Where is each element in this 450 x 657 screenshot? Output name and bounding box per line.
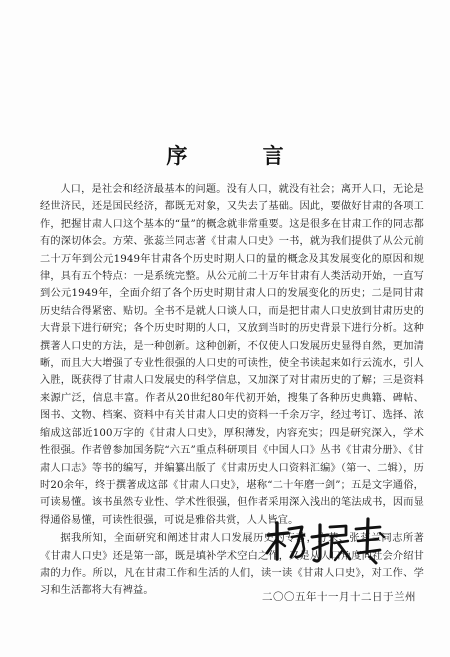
- preface-paragraph-1: 人口，是社会和经济最基本的问题。没有人口，就没有社会；离开人口，无论是经世济民，还是国民经济，都既无对象，又失去了基础。因此，要做好甘肃的各项工作，把握甘肃人口这个基本的“量”的概念就非常重要。这是很多在甘肃工作的同志都有的深切体会。方荣、张蕊兰同志著《甘肃人口史》一书，就为我们提供了从公元前二十万年到公元1949年甘肃各个历史时期人口的量的概念及其发展变化的原因和规律，具有五个特点：一是系统完整。从公元前二十万年甘肃有人类活动开始，一直写到公元1949年，全面介绍了各个历史时期甘肃人口的发展变化的历史；二是同甘肃历史结合得紧密、贴切。全书不是就人口谈人口，而是把甘肃人口史放到甘肃历史的大背景下进行研究；各个历史时期的人口，又放到当时的历史背景下进行分析。这种撰著人口史的方法，是一种创新。这种创新，不仅使人口发展历史显得自然，更加清晰，而且大大增强了专业性很强的人口史的可读性，使全书读起来如行云流水，引人入胜，既获得了甘肃人口发展史的科学信息，又加深了对甘肃历史的了解；三是资料来源广泛，信息丰富。作者从20世纪80年代初开始，搜集了各种历史典籍、碑帖、图书、文物、档案、资料中有关甘肃人口史的资料一千余万字，经过考订、选择、浓缩成这部近100万字的《甘肃人口史》，厚积薄发，内容充实；四是研究深入，学术性很强。作者曾参加国务院“六五”重点科研项目《中国人口》丛书《甘肃分册》、《甘肃人口志》等书的编写，并编纂出版了《甘肃历史人口资料汇编》（第一、二辑），历时20余年，终于撰著成这部《甘肃人口史》，堪称“二十年磨一剑”；五是文字通俗，可读易懂。该书虽然专业性、学术性很强，但作者采用深入浅出的笔法成书，因而显得通俗易懂，可读性很强，可说是雅俗共赏，人人皆宜。: [40, 184, 424, 526]
- page-title: 序 言: [166, 143, 318, 168]
- handwritten-signature: [258, 513, 388, 571]
- preface-paragraph-2: 据我所知，全面研究和阐述甘肃人口发展历史的专著，方荣、张蕊兰同志所著《甘肃人口史》还是第一部，既是填补学术空白之作，又是从人口角度向社会介绍甘肃的力作。所以，凡在甘肃工作和生活的人们，读一读《甘肃人口史》，对工作、学习和生活都将大有裨益。: [40, 533, 424, 597]
- signing-date: 二〇〇五年十一月十二日于兰州: [262, 591, 416, 603]
